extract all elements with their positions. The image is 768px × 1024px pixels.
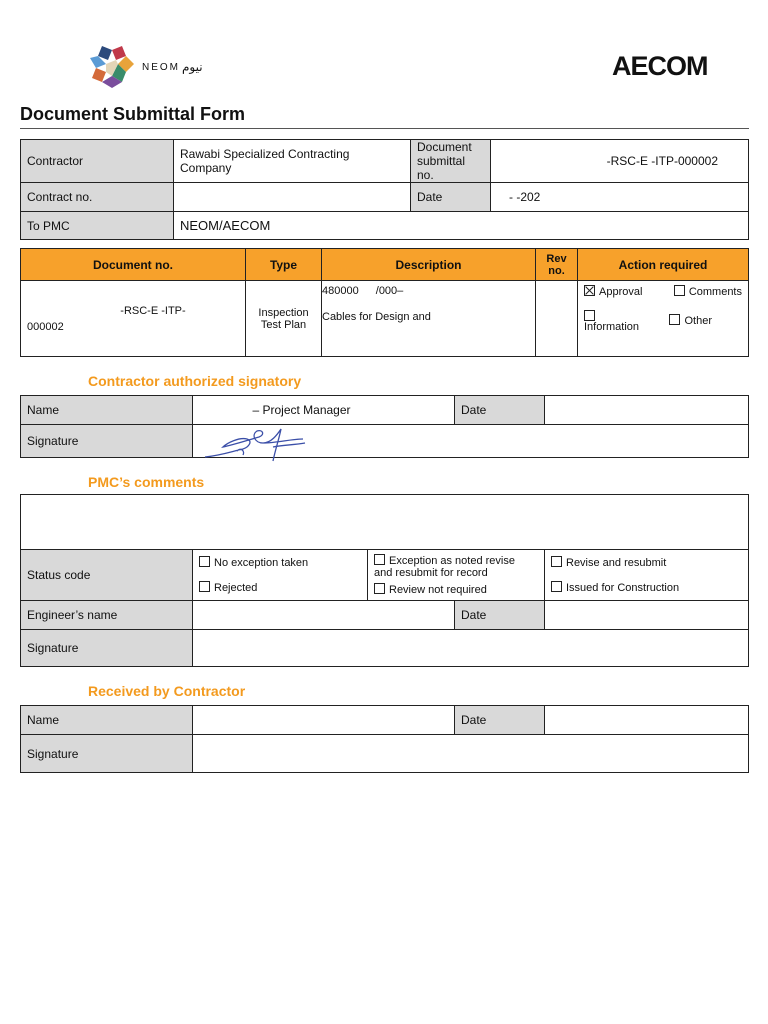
contractor-signature-field[interactable] — [193, 425, 749, 458]
action-other[interactable]: Other — [669, 314, 712, 333]
page-title: Document Submittal Form — [20, 104, 246, 124]
contractor-date-value[interactable] — [545, 396, 749, 425]
received-signature-field[interactable] — [193, 735, 749, 773]
title-divider — [20, 128, 749, 129]
pmc-signature-field[interactable] — [193, 630, 749, 667]
status-col-3 — [545, 550, 749, 601]
status-no-exception[interactable]: No exception taken — [199, 556, 361, 569]
contractor-signatory-heading: Contractor authorized signatory — [88, 373, 302, 389]
checkbox-checked-icon[interactable] — [584, 285, 595, 296]
col-type: Type — [246, 249, 322, 281]
engineer-name-value[interactable] — [193, 601, 455, 630]
checkbox-icon[interactable] — [584, 310, 595, 321]
rev-cell[interactable] — [536, 281, 578, 357]
handwritten-signature-icon — [203, 421, 313, 463]
aecom-logo: AECOM — [612, 51, 708, 81]
document-no-line1: -RSC-E -ITP- — [120, 304, 186, 317]
status-code-label: Status code — [21, 550, 193, 601]
neom-arabic-wordmark: نيوم — [182, 60, 203, 74]
status-rejected[interactable]: Rejected — [199, 581, 361, 594]
type-cell[interactable]: Inspection Test Plan — [246, 281, 322, 357]
contractor-name-label: Name — [21, 396, 193, 425]
received-date-label: Date — [455, 706, 545, 735]
received-date-value[interactable] — [545, 706, 749, 735]
checkbox-icon[interactable] — [551, 581, 562, 592]
pmc-date-value[interactable] — [545, 601, 749, 630]
contractor-label: Contractor — [21, 140, 174, 183]
action-comments[interactable]: Comments — [674, 285, 742, 298]
action-approval[interactable]: Approval — [584, 285, 642, 298]
received-name-label: Name — [21, 706, 193, 735]
status-revise-resubmit[interactable]: Revise and resubmit — [551, 556, 742, 569]
checkbox-icon[interactable] — [674, 285, 685, 296]
col-description: Description — [322, 249, 536, 281]
checkbox-icon[interactable] — [374, 554, 385, 565]
checkbox-icon[interactable] — [551, 556, 562, 567]
description-line2: Cables for Design and — [322, 311, 431, 323]
neom-logo-icon — [88, 44, 136, 90]
action-information[interactable]: Information — [584, 310, 639, 333]
checkbox-icon[interactable] — [199, 556, 210, 567]
action-cell — [578, 281, 749, 357]
doc-submittal-label: Document submittal no. — [411, 140, 491, 183]
pmc-comments-table — [20, 494, 749, 667]
status-issued-construction[interactable]: Issued for Construction — [551, 581, 742, 594]
received-table — [20, 705, 749, 773]
col-action-required: Action required — [578, 249, 749, 281]
checkbox-icon[interactable] — [374, 583, 385, 594]
received-signature-label: Signature — [21, 735, 193, 773]
status-exception-noted[interactable]: Exception as noted revise — [374, 554, 538, 567]
document-no-cell[interactable] — [21, 281, 246, 357]
status-review-not-required[interactable]: Review not required — [374, 583, 538, 596]
submittal-info-table — [20, 139, 749, 240]
contract-no-value[interactable] — [174, 183, 411, 212]
contractor-signatory-table — [20, 395, 749, 458]
status-col-1 — [193, 550, 368, 601]
status-col-2 — [368, 550, 545, 601]
contract-no-label: Contract no. — [21, 183, 174, 212]
contractor-signature-label: Signature — [21, 425, 193, 458]
neom-wordmark: NEOM — [142, 62, 180, 73]
checkbox-icon[interactable] — [199, 581, 210, 592]
checkbox-icon[interactable] — [669, 314, 680, 325]
contractor-name-value[interactable]: – Project Manager — [193, 396, 455, 425]
document-no-line2: 000002 — [27, 320, 64, 333]
status-exception-noted-line2: and resubmit for record — [374, 567, 488, 579]
pmc-signature-label: Signature — [21, 630, 193, 667]
pmc-comments-heading: PMC’s comments — [88, 474, 205, 490]
engineer-name-label: Engineer’s name — [21, 601, 193, 630]
contractor-date-label: Date — [455, 396, 545, 425]
to-pmc-value[interactable]: NEOM/AECOM — [174, 212, 749, 240]
received-heading: Received by Contractor — [88, 683, 246, 699]
date-label: Date — [411, 183, 491, 212]
description-line1: 480000 /000– — [322, 285, 404, 297]
doc-submittal-value[interactable]: -RSC-E -ITP-000002 — [491, 140, 749, 183]
contractor-value[interactable]: Rawabi Specialized Contracting Company — [174, 140, 411, 183]
pmc-date-label: Date — [455, 601, 545, 630]
received-name-value[interactable] — [193, 706, 455, 735]
to-pmc-label: To PMC — [21, 212, 174, 240]
document-table — [20, 248, 749, 357]
pmc-comments-field[interactable] — [21, 495, 749, 550]
col-document-no: Document no. — [21, 249, 246, 281]
date-value[interactable]: - -202 — [491, 183, 749, 212]
description-cell[interactable] — [322, 281, 536, 357]
col-rev-no: Rev no. — [536, 249, 578, 281]
